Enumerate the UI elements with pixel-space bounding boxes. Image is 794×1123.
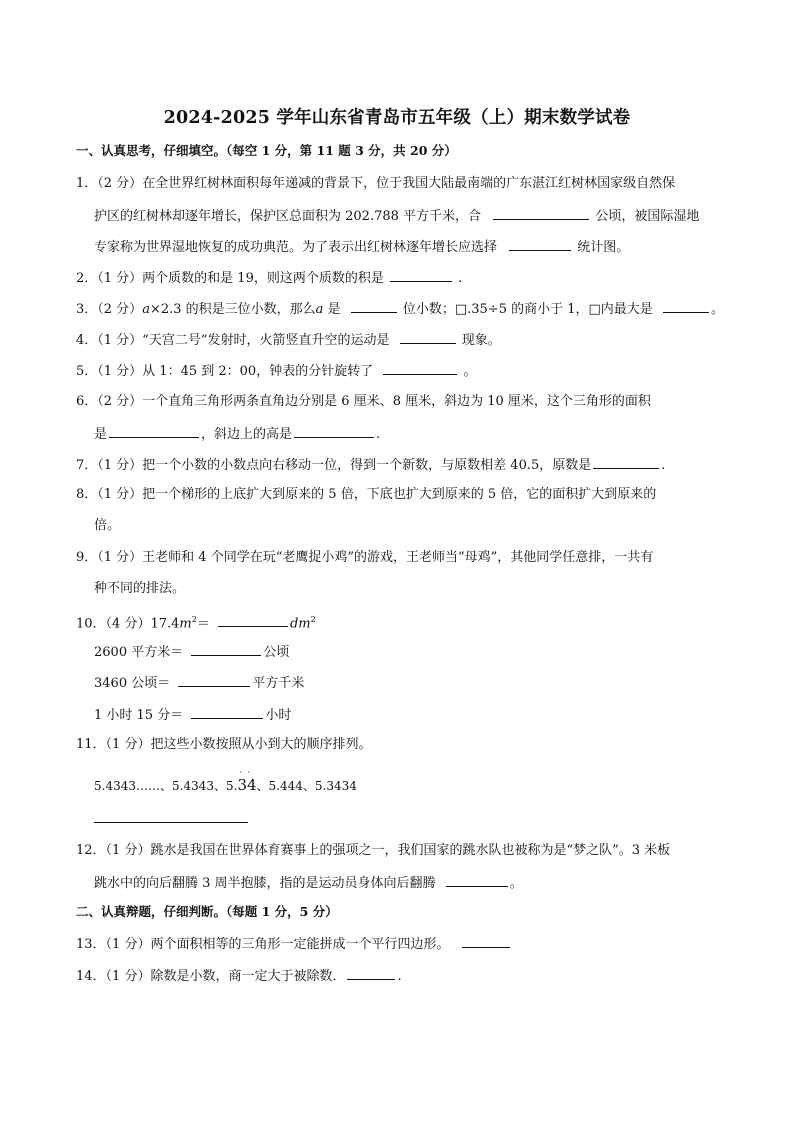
unit-m-exponent: 2 [191, 615, 197, 624]
question-14-text: 14．（1 分）除数是小数，商一定大于被除数． [76, 969, 346, 984]
question-10-row-4-text: 1 小时 15 分＝ [94, 708, 184, 723]
question-2-text: 2．（1 分）两个质数的和是 19，则这两个质数的积是 [76, 271, 384, 286]
question-6-text-b: ，斜边上的高是 [201, 427, 293, 442]
question-8-line-2: 倍。 [94, 518, 121, 533]
question-3-end: 。 [710, 302, 724, 317]
question-10-row-3-unit: 平方千米 [252, 676, 305, 691]
question-3-text-d: 位小数；□.35÷5 的商小于 1，□内最大是 [402, 302, 653, 317]
question-1-text-a: 护区的红树林却逐年增长，保护区总面积为 202.788 平方千米，合 [94, 209, 482, 224]
answer-blank-max-digit[interactable] [663, 299, 709, 313]
question-11-numbers [94, 768, 357, 795]
question-4 [76, 330, 501, 350]
answer-blank-decimal-places[interactable] [351, 299, 397, 313]
question-10-row-3 [94, 673, 304, 693]
repeating-decimal-34: · · 34 [237, 768, 257, 794]
question-5-end: 。 [463, 364, 477, 379]
answer-blank-height[interactable] [294, 424, 374, 438]
question-12-text: 跳水中的向后翻腾 3 周半抱膝，指的是运动员身体向后翻腾 [94, 876, 436, 891]
question-6-line-2 [94, 424, 380, 444]
question-14 [76, 966, 402, 986]
page-title: 2024-2025 学年山东省青岛市五年级（上）期末数学试卷 [163, 108, 631, 128]
variable-a-2: a [315, 302, 324, 317]
variable-a: a [142, 302, 150, 317]
question-7-text: 7．（1 分）把一个小数的小数点向右移动一位，得到一个新数，与原数相差 40.5，原数是 [76, 458, 592, 473]
question-2 [76, 268, 462, 288]
question-4-end: 现象。 [461, 333, 501, 348]
answer-blank-sq-km[interactable] [178, 673, 250, 687]
question-10-row-2 [94, 642, 289, 662]
question-9-line-1: 9．（1 分）王老师和 4 个同学在玩“老鹰捉小鸡”的游戏，王老师当“母鸡”，其他同学任意排，一共有 [76, 550, 654, 565]
repeating-digits: 34 [237, 776, 257, 794]
answer-blank-rotation[interactable] [383, 361, 457, 375]
number-list-part-2: 、5.444、5.3434 [256, 779, 357, 793]
question-6-end: . [376, 427, 381, 442]
question-1-line-1: 1．（2 分）在全世界红树林面积每年递减的背景下，位于我国大陆最南端的广东湛江红树林国家级自然保 [76, 176, 676, 191]
unit-dm: dm [289, 616, 311, 632]
section-header-fill-in: 一、认真思考，仔细填空。（每空 1 分，第 11 题 3 分，共 20 分） [76, 143, 457, 158]
answer-blank-judge-14[interactable] [347, 966, 395, 980]
question-7-end: . [661, 458, 666, 473]
unit-m: m [179, 616, 192, 632]
question-1-text-c: 专家称为世界湿地恢复的成功典范。为了表示出红树林逐年增长应选择 [94, 240, 498, 255]
question-12-end: 。 [509, 876, 523, 891]
question-10-row-3-text: 3460 公顷＝ [94, 676, 171, 691]
answer-blank-original-number[interactable] [593, 455, 659, 469]
unit-dm-exponent: 2 [310, 615, 316, 624]
question-14-end: . [397, 969, 402, 984]
section-header-judgement: 二、认真辩题，仔细判断。（每题 1 分，5 分） [76, 904, 338, 919]
answer-blank-flip[interactable] [446, 873, 508, 887]
question-10-row-2-unit: 公顷 [263, 645, 290, 660]
answer-blank-product[interactable] [390, 268, 452, 282]
answer-blank-dm2[interactable] [218, 613, 288, 627]
question-9-line-2: 种不同的排法。 [94, 581, 186, 596]
question-5 [76, 361, 477, 381]
question-1-line-3 [94, 237, 629, 257]
question-3-text-c: 是 [323, 302, 341, 317]
question-13-text: 13．（1 分）两个面积相等的三角形一定能拼成一个平行四边形。 [76, 937, 450, 952]
question-13 [76, 934, 512, 954]
question-10-text-a: 10．（4 分）17.4 [76, 616, 180, 632]
question-1-text-d: 统计图。 [577, 240, 630, 255]
question-11: 11．（1 分）把这些小数按照从小到大的顺序排列。 [76, 737, 372, 752]
question-1-text-b: 公顷，被国际湿地 [595, 209, 700, 224]
question-10-row-1 [76, 611, 316, 633]
answer-blank-judge-13[interactable] [462, 934, 510, 948]
question-3-text-a: 3．（2 分） [76, 302, 143, 317]
answer-blank-hectares[interactable] [493, 206, 589, 220]
equals-sign: ＝ [196, 616, 210, 632]
question-3-text-b: ×2.3 的积是三位小数，那么 [149, 302, 316, 317]
question-3 [76, 299, 724, 319]
answer-blank-area[interactable] [109, 424, 199, 438]
question-12-line-1: 12．（1 分）跳水是我国在世界体育赛事上的强项之一，我们国家的跳水队也被称为是“梦之队”。3 米板 [76, 843, 671, 858]
question-6-text-a: 是 [94, 427, 108, 442]
question-10-row-2-text: 2600 平方米＝ [94, 645, 184, 660]
question-12-line-2 [94, 873, 523, 893]
question-1-line-2 [94, 206, 699, 226]
answer-blank-hours[interactable] [191, 705, 263, 719]
question-2-end: . [458, 271, 463, 286]
answer-blank-ordering[interactable] [94, 822, 248, 823]
question-5-text: 5．（1 分）从 1：45 到 2：00，钟表的分针旋转了 [76, 364, 374, 379]
answer-blank-chart-type[interactable] [509, 237, 571, 251]
question-10-row-4 [94, 705, 291, 725]
answer-blank-hectares-2[interactable] [191, 642, 261, 656]
question-4-text: 4．（1 分）“天宫二号”发射时，火箭竖直升空的运动是 [76, 333, 390, 348]
number-list-part-1: 5.4343……、5.4343、5. [94, 779, 238, 793]
question-7 [76, 455, 665, 475]
question-8-line-1: 8．（1 分）把一个梯形的上底扩大到原来的 5 倍，下底也扩大到原来的 5 倍，它的面积扩大到原来的 [76, 487, 657, 502]
question-10-row-4-unit: 小时 [265, 708, 292, 723]
question-6-line-1: 6．（2 分）一个直角三角形两条直角边分别是 6 厘米、8 厘米，斜边为 10 厘米，这个三角形的面积 [76, 394, 651, 409]
answer-blank-motion[interactable] [400, 330, 456, 344]
